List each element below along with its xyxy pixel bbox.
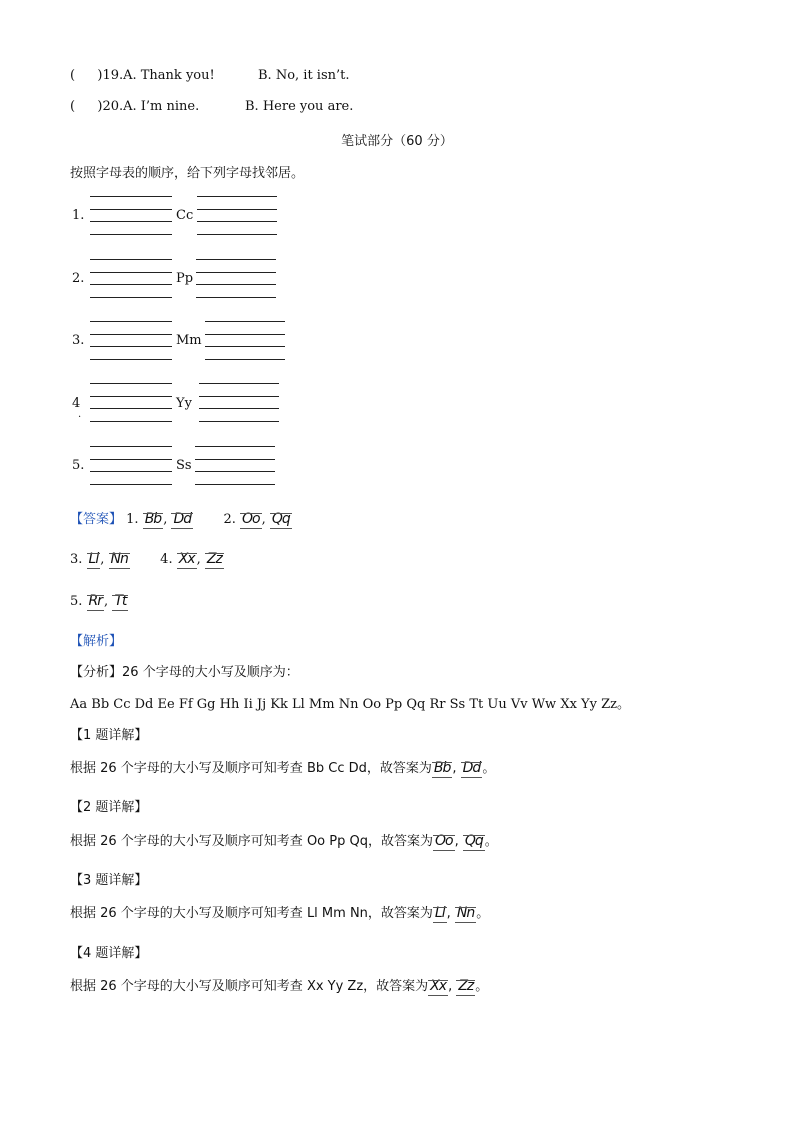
detail-prefix: 根据 26 个字母的大小写及顺序可知考查 Ll Mm Nn，故答案为 — [70, 906, 433, 921]
handwritten-answer: Zz — [206, 551, 222, 567]
detail-text-2 — [70, 830, 498, 850]
answer-paren-close: ) — [97, 99, 103, 114]
question-19 — [70, 68, 215, 83]
handwritten-answer: Rr — [88, 593, 103, 609]
detail-title-4: 【4 题详解】 — [70, 946, 148, 961]
given-letter: Mm — [176, 333, 202, 348]
comma: , — [100, 552, 105, 567]
question-19-option-b: B. No, it isn’t. — [258, 68, 350, 83]
item-number: 3. — [70, 552, 83, 567]
item-number: 1. — [126, 512, 139, 527]
question-20 — [70, 99, 199, 114]
detail-prefix: 根据 26 个字母的大小写及顺序可知考查 Bb Cc Dd，故答案为 — [70, 761, 432, 776]
stray-dot: . — [78, 409, 82, 420]
fenxi-line — [70, 661, 299, 680]
comma: , — [196, 552, 201, 567]
handwritten-answer: Ll — [434, 905, 445, 921]
answer-label: 【答案】 — [70, 512, 123, 527]
period: 。 — [475, 979, 489, 994]
detail-prefix: 根据 26 个字母的大小写及顺序可知考查 Xx Yy Zz，故答案为 — [70, 979, 429, 994]
answer-paren-open: ( — [70, 68, 76, 83]
item-number: 4. — [160, 552, 173, 567]
handwritten-answer: Dd — [462, 760, 481, 776]
comma: , — [163, 512, 168, 527]
handwritten-answer: Xx — [430, 978, 447, 994]
comma: , — [446, 906, 451, 921]
item-number: 5. — [70, 594, 83, 609]
item-number: 4 — [72, 396, 81, 411]
given-letter: Yy — [176, 396, 192, 411]
detail-text-1 — [70, 757, 495, 777]
item-number: 1. — [72, 208, 85, 223]
period: 。 — [482, 761, 496, 776]
detail-title-3: 【3 题详解】 — [70, 873, 148, 888]
handwritten-answer: Zz — [458, 978, 474, 994]
alphabet-line: Aa Bb Cc Dd Ee Ff Gg Hh Ii Jj Kk Ll Mm Nn Oo Pp Qq Rr Ss Tt Uu Vv Ww Xx Yy Zz。 — [70, 697, 630, 712]
item-number: 3. — [72, 333, 85, 348]
handwritten-answer: Qq — [271, 511, 290, 527]
period: 。 — [484, 834, 498, 849]
handwritten-answer: Oo — [241, 511, 260, 527]
handwritten-answer: Bb — [144, 511, 162, 527]
comma: , — [452, 761, 457, 776]
detail-text-4 — [70, 975, 488, 995]
given-letter: Cc — [176, 208, 194, 223]
handwritten-answer: Xx — [178, 551, 195, 567]
section-title: 笔试部分（60 分） — [341, 134, 453, 149]
handwritten-answer: Ll — [88, 551, 99, 567]
fenxi-label: 【分析】 — [70, 665, 123, 680]
comma: , — [448, 979, 453, 994]
question-20-option-b: B. Here you are. — [245, 99, 354, 114]
detail-prefix: 根据 26 个字母的大小写及顺序可知考查 Oo Pp Qq，故答案为 — [70, 834, 433, 849]
answer-row-1 — [70, 508, 292, 528]
detail-title-1: 【1 题详解】 — [70, 728, 148, 743]
detail-title-2: 【2 题详解】 — [70, 800, 148, 815]
instruction: 按照字母表的顺序，给下列字母找邻居。 — [70, 166, 305, 181]
fenxi-text: 26 个字母的大小写及顺序为： — [122, 665, 299, 680]
handwritten-answer: Dd — [173, 511, 192, 527]
option-a: 20.A. I’m nine. — [102, 99, 200, 114]
detail-text-3 — [70, 902, 489, 922]
analysis-label: 【解析】 — [70, 634, 123, 649]
answer-paren-close: ) — [97, 68, 103, 83]
handwritten-answer: Nn — [110, 551, 128, 567]
item-number: 5. — [72, 458, 85, 473]
handwritten-answer: Oo — [434, 833, 453, 849]
period: 。 — [476, 906, 490, 921]
given-letter: Pp — [176, 271, 194, 286]
given-letter: Ss — [176, 458, 192, 473]
handwritten-answer: Bb — [433, 760, 451, 776]
item-number: 2. — [72, 271, 85, 286]
handwritten-answer: Tt — [114, 593, 127, 609]
answer-row-2 — [70, 550, 224, 568]
handwritten-answer: Nn — [456, 905, 475, 921]
option-a: 19.A. Thank you! — [102, 68, 215, 83]
answer-row-3 — [70, 592, 128, 610]
item-number: 2. — [223, 512, 236, 527]
handwritten-answer: Qq — [464, 833, 483, 849]
comma: , — [261, 512, 266, 527]
comma: , — [104, 594, 109, 609]
comma: , — [454, 834, 459, 849]
answer-paren-open: ( — [70, 99, 76, 114]
